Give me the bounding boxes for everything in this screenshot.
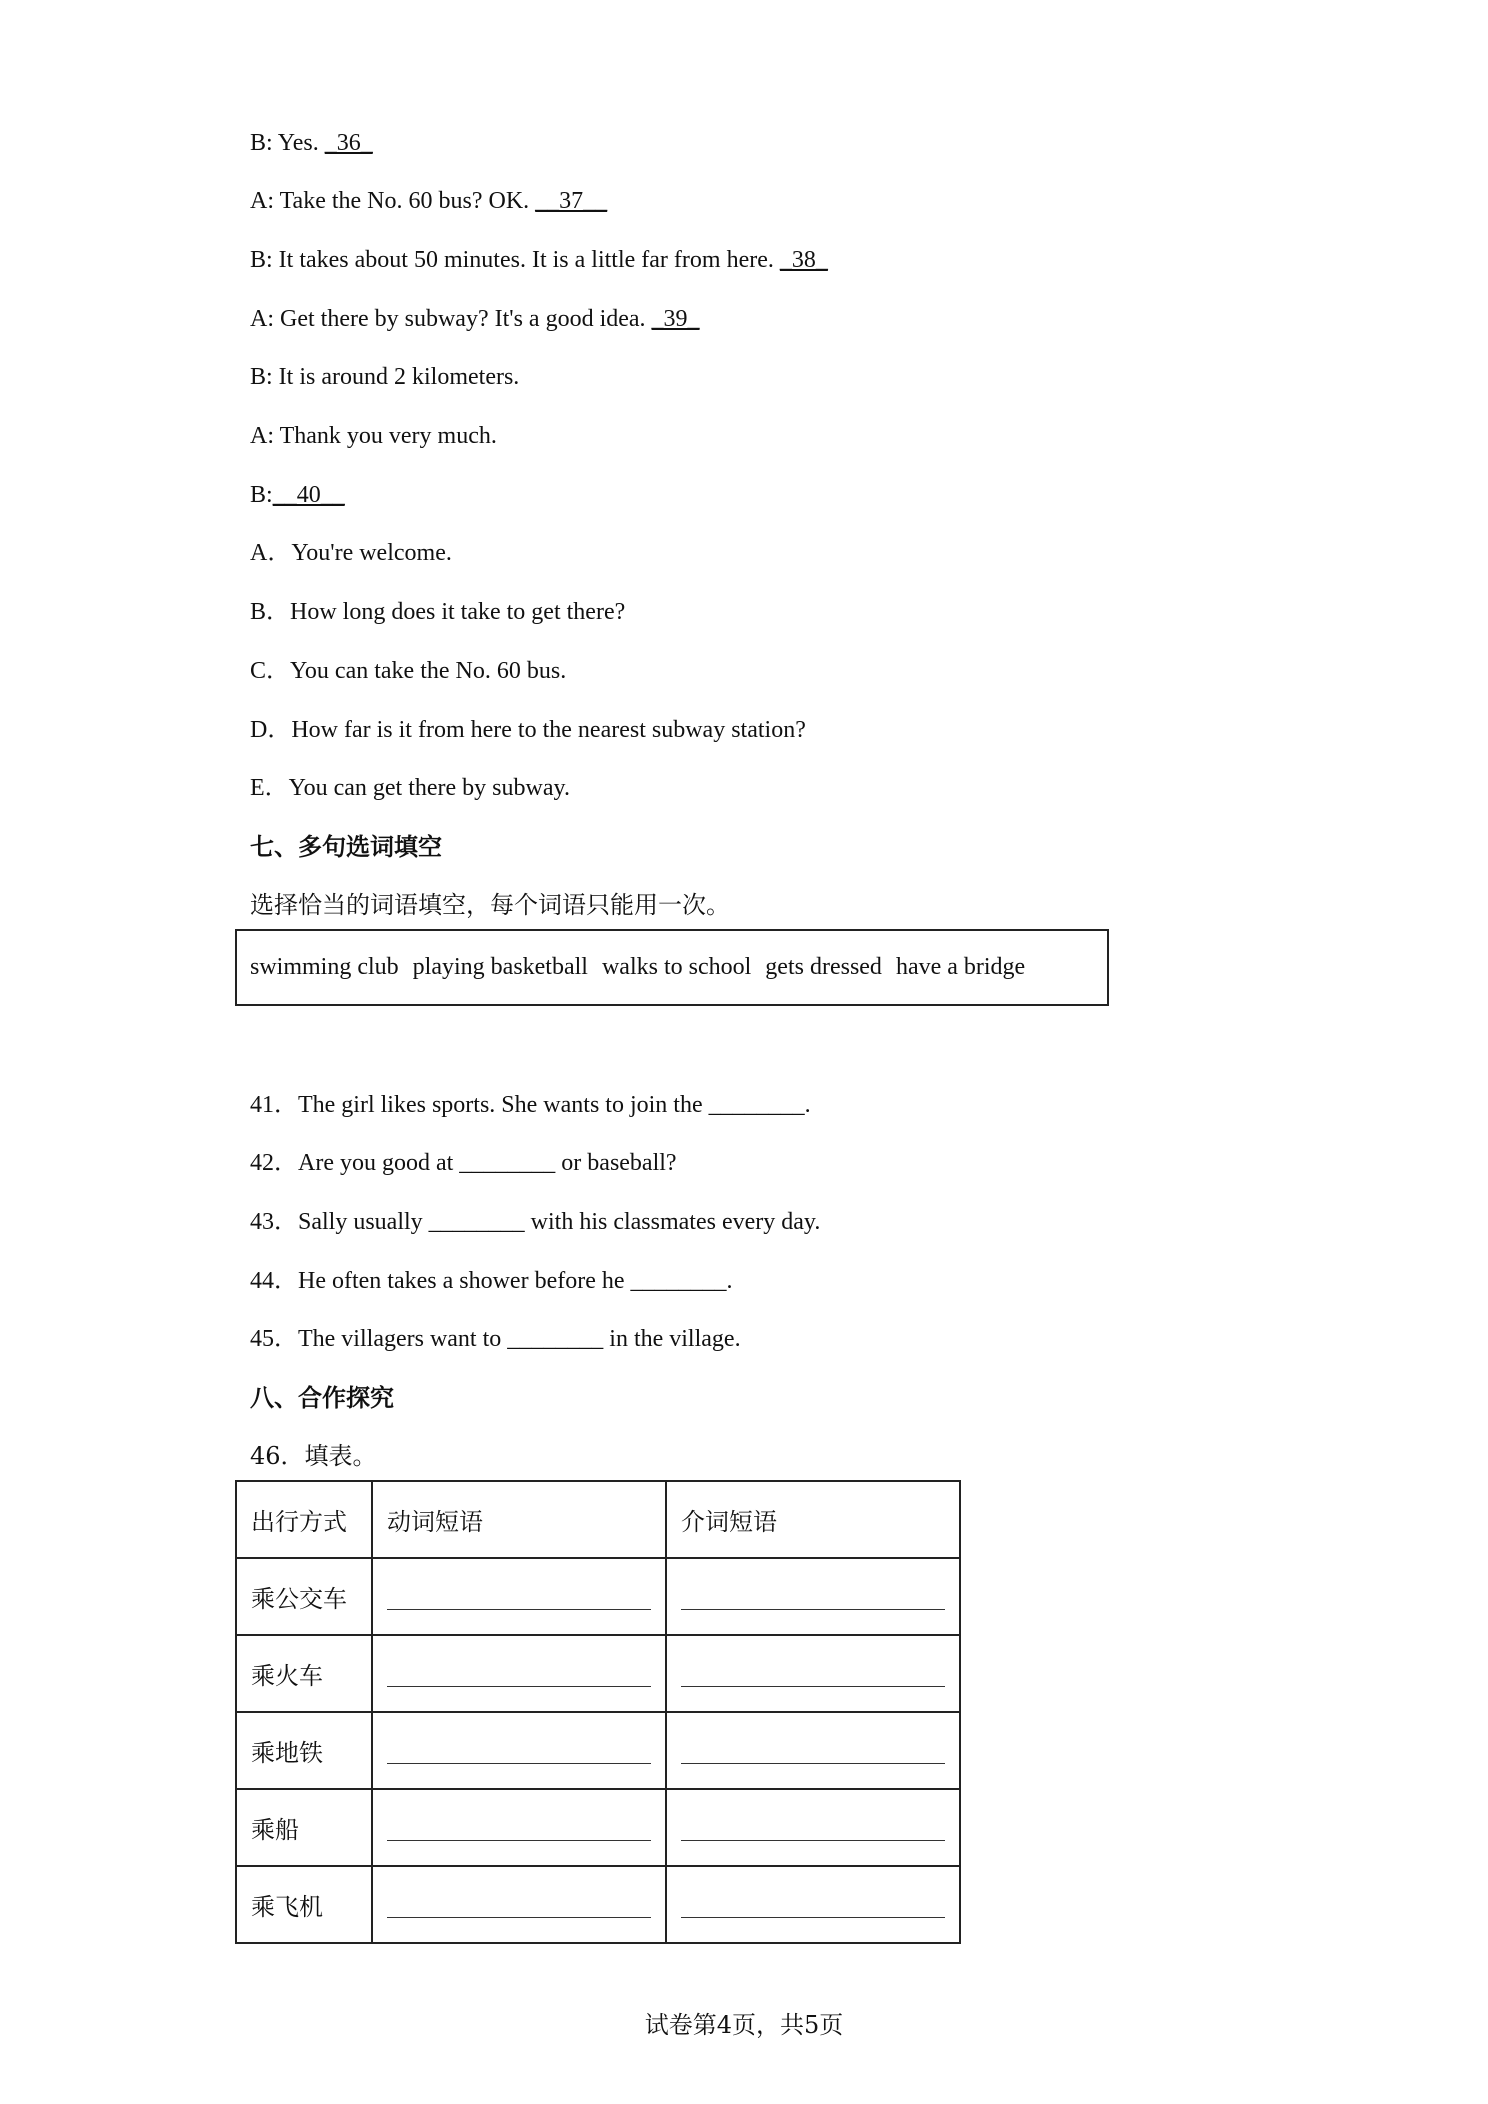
table-row — [236, 1789, 960, 1866]
option-c: C．You can take the No. 60 bus. — [250, 658, 567, 684]
row-label: 乘火车 — [236, 1635, 372, 1712]
option-d: D．How far is it from here to the nearest subway station? — [250, 717, 806, 743]
answer-blank[interactable] — [372, 1866, 666, 1943]
question-44: 44．He often takes a shower before he ________. — [250, 1268, 733, 1294]
dialogue-line: B: It takes about 50 minutes. It is a little far from here. _38_ — [250, 247, 828, 273]
dialogue-line: A: Thank you very much. — [250, 423, 497, 449]
question-43: 43．Sally usually ________ with his classmates every day. — [250, 1209, 821, 1235]
question-41: 41．The girl likes sports. She wants to join the ________. — [250, 1092, 811, 1118]
answer-blank[interactable] — [666, 1635, 960, 1712]
fill-table — [235, 1480, 961, 1944]
word-bank-item: walks to school — [601, 954, 752, 980]
dialogue-line: A: Get there by subway? It's a good idea. _39_ — [250, 306, 700, 332]
table-row — [236, 1712, 960, 1789]
table-header-cell: 介词短语 — [666, 1481, 960, 1558]
answer-blank[interactable] — [372, 1712, 666, 1789]
table-header-row — [236, 1481, 960, 1558]
option-b: B．How long does it take to get there? — [250, 599, 626, 625]
question-45: 45．The villagers want to ________ in the village. — [250, 1326, 741, 1352]
table-row — [236, 1866, 960, 1943]
table-header-cell: 出行方式 — [236, 1481, 372, 1558]
table-header-cell: 动词短语 — [372, 1481, 666, 1558]
section-8-heading: 八、合作探究 — [250, 1383, 394, 1412]
table-row — [236, 1635, 960, 1712]
dialogue-line: B: Yes. _36_ — [250, 130, 373, 156]
row-label: 乘地铁 — [236, 1712, 372, 1789]
answer-blank[interactable] — [666, 1789, 960, 1866]
question-46: 46．填表。 — [250, 1442, 377, 1470]
word-bank-item: have a bridge — [895, 954, 1026, 980]
answer-blank[interactable] — [666, 1866, 960, 1943]
section-7-instruction: 选择恰当的词语填空，每个词语只能用一次。 — [250, 891, 730, 919]
word-bank-item: gets dressed — [765, 954, 882, 980]
word-bank-item: swimming club — [250, 954, 399, 980]
answer-blank[interactable] — [372, 1635, 666, 1712]
question-42: 42．Are you good at ________ or baseball? — [250, 1150, 677, 1176]
dialogue-line: B:__40__ — [250, 482, 345, 508]
dialogue-line: B: It is around 2 kilometers. — [250, 364, 520, 390]
section-7-heading: 七、多句选词填空 — [250, 832, 442, 861]
answer-blank[interactable] — [372, 1789, 666, 1866]
option-a: A．You're welcome. — [250, 540, 452, 566]
answer-blank[interactable] — [666, 1712, 960, 1789]
row-label: 乘公交车 — [236, 1558, 372, 1635]
word-bank — [235, 929, 1109, 1006]
table-row — [236, 1558, 960, 1635]
row-label: 乘船 — [236, 1789, 372, 1866]
answer-blank[interactable] — [372, 1558, 666, 1635]
row-label: 乘飞机 — [236, 1866, 372, 1943]
word-bank-item: playing basketball — [412, 954, 588, 980]
option-e: E．You can get there by subway. — [250, 775, 570, 801]
answer-blank[interactable] — [666, 1558, 960, 1635]
dialogue-line: A: Take the No. 60 bus? OK. __37__ — [250, 188, 608, 214]
page-footer: 试卷第4页，共5页 — [644, 2011, 844, 2039]
